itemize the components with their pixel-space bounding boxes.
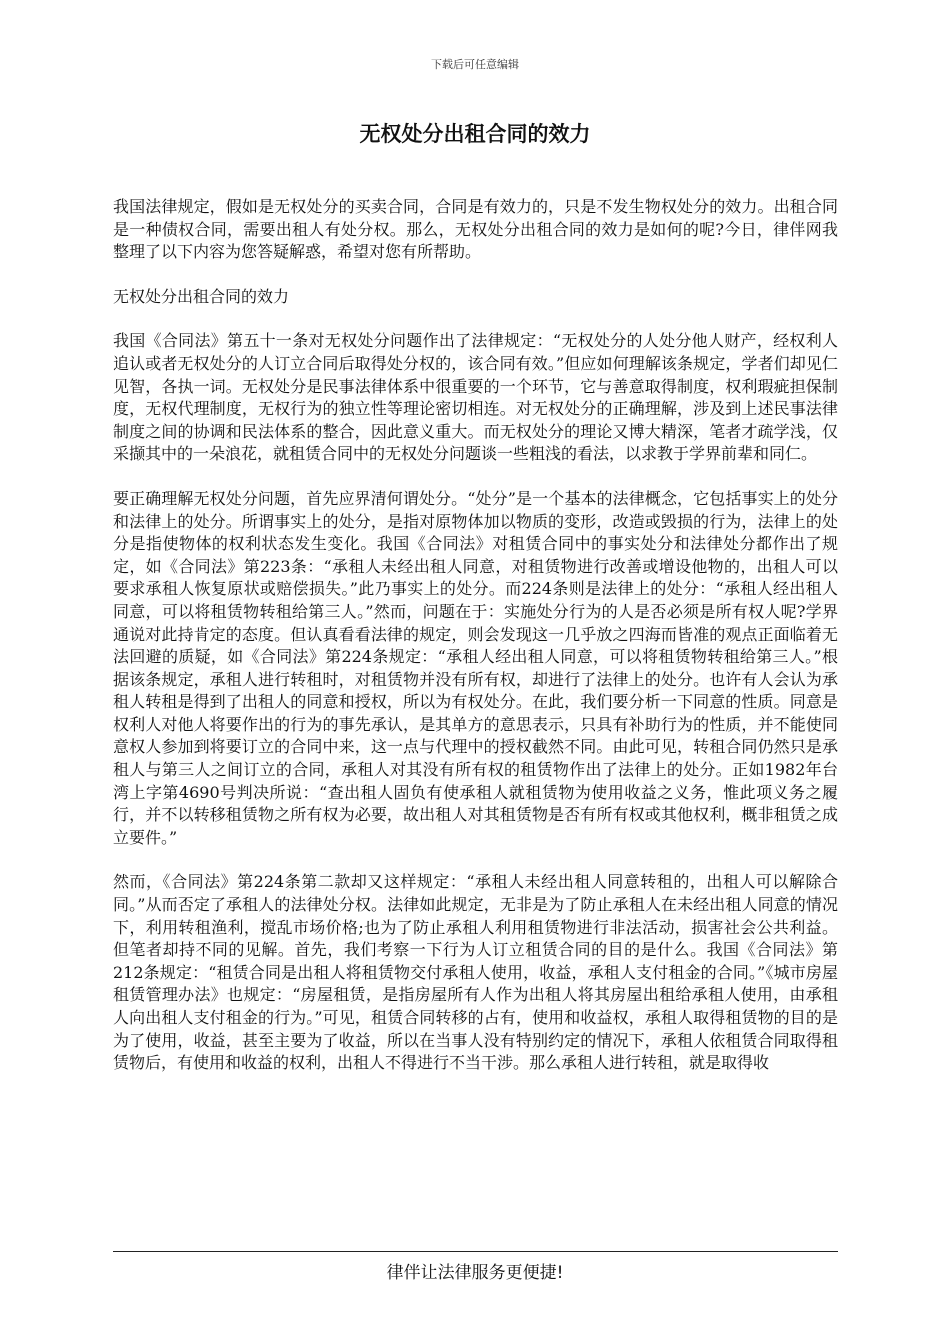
section-heading: 无权处分出租合同的效力 [113,286,290,306]
body-paragraph: 我国《合同法》第五十一条对无权处分问题作出了法律规定：“无权处分的人处分他人财产，经权利人追认或者无权处分的人订立合同后取得处分权的，该合同有效。”但应如何理解该条规定，学者们却见仁见智，各执一词。无权处分是民事法律体系中很重要的一个环节，它与善意取得制度，权利瑕疵担保制度，无权代理制度，无权行为的独立性等理论密切相连。对无权处分的正确理解，涉及到上述民事法律制度之间的协调和民法体系的整合，因此意义重大。而无权处分的理论又博大精深，笔者才疏学浅，仅采撷其中的一朵浪花，就租赁合同中的无权处分问题谈一些粗浅的看法，以求教于学界前辈和同仁。 [113,331,838,464]
footer-slogan: 律伴让法律服务更便捷! [386,1263,564,1283]
document-body [113,196,838,1097]
page-header-note: 下载后可任意编辑 [431,58,519,71]
body-paragraph: 要正确理解无权处分问题，首先应界清何谓处分。“处分”是一个基本的法律概念，它包括事实上的处分和法律上的处分。所谓事实上的处分，是指对原物体加以物质的变形，改造或毁损的行为，法律上的处分是指使物体的权利状态发生变化。我国《合同法》对租赁合同中的事实处分和法律处分都作出了规定，如《合同法》第223条：“承租人未经出租人同意，对租赁物进行改善或增设他物的，出租人可以要求承租人恢复原状或赔偿损失。”此乃事实上的处分。而224条则是法律上的处分：“承租人经出租人同意，可以将租赁物转租给第三人。”然而，问题在于：实施处分行为的人是否必须是所有权人呢?学界通说对此持肯定的态度。但认真看看法律的规定，则会发现这一几乎放之四海而皆准的观点正面临着无法回避的质疑，如《合同法》第224条规定：“承租人经出租人同意，可以将租赁物转租给第三人。”根据该条规定，承租人进行转租时，对租赁物并没有所有权，却进行了法律上的处分。也许有人会认为承租人转租是得到了出租人的同意和授权，所以为有权处分。在此，我们要分析一下同意的性质。同意是权利人对他人将要作出的行为的事先承认，是其单方的意思表示，只具有补助行为的性质，并不能使同意权人参加到将要订立的合同中来，这一点与代理中的授权截然不同。由此可见，转租合同仍然只是承租人与第三人之间订立的合同，承租人对其没有所有权的租赁物作出了法律上的处分。正如1982年台湾上字第4690号判决所说：“查出租人固负有使承租人就租赁物为使用收益之义务，惟此项义务之履行，并不以转移租赁物之所有权为必要，故出租人对其租赁物是否有所有权或其他权利，概非租赁之成立要件。” [113,488,838,847]
body-paragraph: 然而，《合同法》第224条第二款却又这样规定：“承租人未经出租人同意转租的，出租人可以解除合同。”从而否定了承租人的法律处分权。法律如此规定，无非是为了防止承租人在未经出租人同意的情况下，利用转租渔利，搅乱市场价格;也为了防止承租人利用租赁物进行非法活动，损害社会公共利益。但笔者却持不同的见解。首先，我们考察一下行为人订立租赁合同的目的是什么。我国《合同法》第212条规定：“租赁合同是出租人将租赁物交付承租人使用，收益，承租人支付租金的合同。”《城市房屋租赁管理办法》也规定：“房屋租赁，是指房屋所有人作为出租人将其房屋出租给承租人使用，由承租人向出租人支付租金的行为。”可见，租赁合同转移的占有，使用和收益权，承租人取得租赁物的目的是为了使用，收益，甚至主要为了收益，所以在当事人没有特别约定的情况下，承租人依租赁合同取得租赁物后，有使用和收益的权利，出租人不得进行不当干涉。那么承租人进行转租，就是取得收 [113,872,838,1073]
document-title: 无权处分出租合同的效力 [359,122,591,146]
intro-paragraph: 我国法律规定，假如是无权处分的买卖合同，合同是有效力的，只是不发生物权处分的效力。出租合同是一种债权合同，需要出租人有处分权。那么，无权处分出租合同的效力是如何的呢?今日，律伴网我整理了以下内容为您答疑解惑，希望对您有所帮助。 [113,197,838,262]
footer-divider [113,1251,838,1252]
